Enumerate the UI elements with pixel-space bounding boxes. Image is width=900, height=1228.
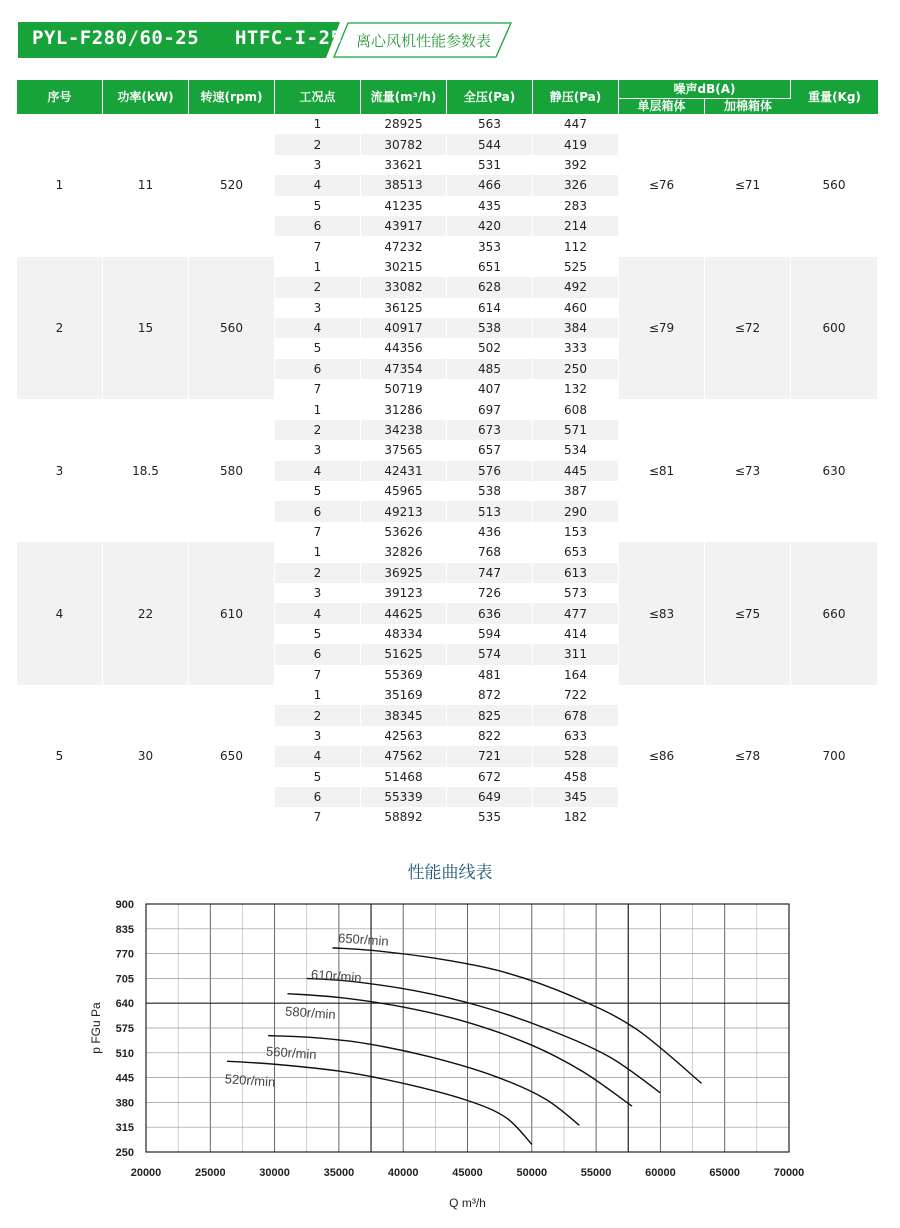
cell-noise-single: ≤81 (619, 399, 705, 542)
cell-seq: 1 (17, 114, 103, 257)
y-tick-label: 900 (115, 899, 134, 911)
cell-total-pressure: 872 (447, 685, 533, 705)
cell-flow: 41235 (361, 196, 447, 216)
cell-point: 6 (275, 644, 361, 664)
x-axis-label: Q m³/h (449, 1196, 486, 1210)
cell-flow: 51625 (361, 644, 447, 664)
cell-flow: 40917 (361, 318, 447, 338)
cell-point: 3 (275, 583, 361, 603)
header-static-pressure: 静压(Pa) (533, 80, 619, 114)
cell-total-pressure: 531 (447, 155, 533, 175)
header-noise: 噪声dB(A) (619, 80, 791, 98)
cell-total-pressure: 672 (447, 767, 533, 787)
y-tick-label: 250 (115, 1147, 134, 1159)
cell-static-pressure: 414 (533, 624, 619, 644)
cell-total-pressure: 822 (447, 726, 533, 746)
cell-total-pressure: 407 (447, 379, 533, 399)
cell-total-pressure: 628 (447, 277, 533, 297)
cell-point: 5 (275, 624, 361, 644)
cell-point: 6 (275, 216, 361, 236)
cell-point: 3 (275, 298, 361, 318)
cell-flow: 53626 (361, 522, 447, 542)
cell-static-pressure: 613 (533, 563, 619, 583)
cell-static-pressure: 283 (533, 196, 619, 216)
cell-noise-insulated: ≤75 (705, 542, 791, 685)
cell-flow: 50719 (361, 379, 447, 399)
y-tick-label: 835 (115, 923, 134, 936)
header-point: 工况点 (275, 80, 361, 114)
cell-total-pressure: 544 (447, 134, 533, 154)
cell-flow: 36125 (361, 298, 447, 318)
cell-flow: 47354 (361, 359, 447, 379)
table-row (17, 685, 878, 705)
table-body (17, 114, 878, 828)
cell-flow: 28925 (361, 114, 447, 134)
cell-total-pressure: 435 (447, 196, 533, 216)
cell-static-pressure: 528 (533, 746, 619, 766)
cell-flow: 47232 (361, 236, 447, 256)
cell-static-pressure: 419 (533, 134, 619, 154)
x-tick-label: 20000 (130, 1167, 162, 1179)
cell-total-pressure: 563 (447, 114, 533, 134)
cell-point: 7 (275, 236, 361, 256)
cell-point: 7 (275, 522, 361, 542)
cell-static-pressure: 653 (533, 542, 619, 562)
cell-noise-single: ≤83 (619, 542, 705, 685)
cell-point: 1 (275, 685, 361, 705)
cell-total-pressure: 636 (447, 603, 533, 623)
cell-point: 2 (275, 134, 361, 154)
title-banner (18, 22, 513, 58)
cell-flow: 44625 (361, 603, 447, 623)
cell-flow: 55369 (361, 665, 447, 685)
cell-point: 2 (275, 277, 361, 297)
cell-point: 1 (275, 542, 361, 562)
cell-total-pressure: 502 (447, 338, 533, 358)
cell-power: 30 (103, 685, 189, 828)
cell-flow: 43917 (361, 216, 447, 236)
header-power: 功率(kW) (103, 80, 189, 114)
x-tick-label: 50000 (516, 1167, 548, 1179)
cell-noise-insulated: ≤73 (705, 399, 791, 542)
cell-static-pressure: 182 (533, 807, 619, 827)
y-tick-label: 510 (115, 1047, 134, 1060)
cell-total-pressure: 726 (447, 583, 533, 603)
cell-static-pressure: 534 (533, 440, 619, 460)
cell-point: 2 (275, 563, 361, 583)
x-tick-label: 45000 (452, 1167, 483, 1179)
cell-power: 22 (103, 542, 189, 685)
table-subtitle: 离心风机性能参数表 (356, 32, 492, 50)
cell-static-pressure: 333 (533, 338, 619, 358)
cell-power: 18.5 (103, 399, 189, 542)
cell-point: 1 (275, 257, 361, 277)
cell-point: 5 (275, 481, 361, 501)
cell-static-pressure: 447 (533, 114, 619, 134)
header-speed: 转速(rpm) (189, 80, 275, 114)
curve-label: 520r/min (224, 1071, 276, 1090)
cell-point: 3 (275, 440, 361, 460)
cell-point: 1 (275, 399, 361, 419)
cell-flow: 38513 (361, 175, 447, 195)
cell-point: 4 (275, 461, 361, 481)
curve-610r-min (307, 978, 661, 1092)
cell-total-pressure: 825 (447, 705, 533, 725)
cell-noise-single: ≤86 (619, 685, 705, 828)
cell-flow: 32826 (361, 542, 447, 562)
cell-static-pressure: 384 (533, 318, 619, 338)
cell-total-pressure: 538 (447, 318, 533, 338)
y-tick-label: 770 (115, 948, 134, 961)
cell-weight: 700 (791, 685, 878, 828)
cell-flow: 33082 (361, 277, 447, 297)
cell-point: 5 (275, 338, 361, 358)
cell-flow: 42563 (361, 726, 447, 746)
cell-speed: 520 (189, 114, 275, 257)
cell-point: 6 (275, 359, 361, 379)
y-axis-label: p FGu Pa (89, 1002, 103, 1054)
cell-seq: 4 (17, 542, 103, 685)
y-tick-label: 315 (115, 1122, 134, 1135)
cell-weight: 600 (791, 257, 878, 400)
cell-point: 5 (275, 767, 361, 787)
cell-point: 7 (275, 379, 361, 399)
cell-total-pressure: 576 (447, 461, 533, 481)
cell-static-pressure: 311 (533, 644, 619, 664)
cell-static-pressure: 460 (533, 298, 619, 318)
cell-noise-insulated: ≤71 (705, 114, 791, 257)
cell-point: 6 (275, 787, 361, 807)
cell-point: 7 (275, 807, 361, 827)
cell-flow: 39123 (361, 583, 447, 603)
cell-point: 6 (275, 501, 361, 521)
table-row (17, 257, 878, 277)
cell-point: 4 (275, 603, 361, 623)
cell-flow: 55339 (361, 787, 447, 807)
cell-total-pressure: 485 (447, 359, 533, 379)
cell-point: 2 (275, 420, 361, 440)
cell-flow: 38345 (361, 705, 447, 725)
cell-total-pressure: 420 (447, 216, 533, 236)
cell-seq: 2 (17, 257, 103, 400)
cell-point: 1 (275, 114, 361, 134)
model-title: PYL-F280/60-25 HTFC-I-25 (32, 27, 343, 49)
cell-point: 4 (275, 746, 361, 766)
cell-static-pressure: 477 (533, 603, 619, 623)
cell-total-pressure: 574 (447, 644, 533, 664)
cell-total-pressure: 353 (447, 236, 533, 256)
x-tick-label: 25000 (195, 1167, 226, 1179)
y-tick-label: 445 (115, 1072, 134, 1085)
cell-total-pressure: 673 (447, 420, 533, 440)
curve-label: 610r/min (310, 966, 363, 986)
cell-total-pressure: 721 (447, 746, 533, 766)
cell-flow: 42431 (361, 461, 447, 481)
cell-noise-single: ≤79 (619, 257, 705, 400)
header-noise-single: 单层箱体 (619, 98, 705, 114)
cell-flow: 51468 (361, 767, 447, 787)
cell-static-pressure: 153 (533, 522, 619, 542)
x-tick-label: 40000 (387, 1167, 419, 1179)
cell-static-pressure: 132 (533, 379, 619, 399)
cell-static-pressure: 573 (533, 583, 619, 603)
cell-point: 3 (275, 155, 361, 175)
header-seq: 序号 (17, 80, 103, 114)
cell-point: 4 (275, 175, 361, 195)
cell-static-pressure: 571 (533, 420, 619, 440)
x-tick-label: 70000 (773, 1167, 805, 1179)
cell-weight: 630 (791, 399, 878, 542)
curve-label: 580r/min (284, 1003, 337, 1023)
curve-label: 650r/min (337, 930, 390, 949)
cell-total-pressure: 651 (447, 257, 533, 277)
cell-point: 7 (275, 665, 361, 685)
header-noise-insulated: 加棉箱体 (705, 98, 791, 114)
cell-total-pressure: 538 (447, 481, 533, 501)
x-tick-label: 30000 (259, 1167, 290, 1179)
table-row (17, 399, 878, 419)
cell-speed: 580 (189, 399, 275, 542)
cell-static-pressure: 492 (533, 277, 619, 297)
cell-static-pressure: 445 (533, 461, 619, 481)
cell-static-pressure: 387 (533, 481, 619, 501)
cell-total-pressure: 768 (447, 542, 533, 562)
cell-static-pressure: 525 (533, 257, 619, 277)
x-tick-label: 55000 (580, 1167, 612, 1179)
cell-static-pressure: 214 (533, 216, 619, 236)
cell-static-pressure: 112 (533, 236, 619, 256)
cell-point: 2 (275, 705, 361, 725)
cell-weight: 660 (791, 542, 878, 685)
cell-weight: 560 (791, 114, 878, 257)
cell-power: 11 (103, 114, 189, 257)
cell-total-pressure: 697 (447, 399, 533, 419)
y-tick-label: 575 (115, 1023, 134, 1035)
performance-chart (0, 880, 900, 1225)
cell-total-pressure: 535 (447, 807, 533, 827)
x-tick-label: 35000 (323, 1167, 355, 1179)
chart-title: 性能曲线表 (407, 863, 493, 883)
y-tick-label: 380 (115, 1097, 134, 1110)
cell-point: 5 (275, 196, 361, 216)
cell-static-pressure: 458 (533, 767, 619, 787)
cell-noise-single: ≤76 (619, 114, 705, 257)
cell-static-pressure: 608 (533, 399, 619, 419)
y-tick-label: 705 (115, 973, 134, 986)
cell-flow: 33621 (361, 155, 447, 175)
table-row (17, 542, 878, 562)
cell-flow: 34238 (361, 420, 447, 440)
performance-table (17, 80, 878, 828)
cell-speed: 560 (189, 257, 275, 400)
cell-static-pressure: 326 (533, 175, 619, 195)
cell-speed: 610 (189, 542, 275, 685)
cell-noise-insulated: ≤72 (705, 257, 791, 400)
header-row (17, 80, 878, 98)
cell-static-pressure: 392 (533, 155, 619, 175)
cell-static-pressure: 722 (533, 685, 619, 705)
header-total-pressure: 全压(Pa) (447, 80, 533, 114)
cell-total-pressure: 747 (447, 563, 533, 583)
cell-total-pressure: 594 (447, 624, 533, 644)
cell-total-pressure: 513 (447, 501, 533, 521)
cell-speed: 650 (189, 685, 275, 828)
cell-flow: 35169 (361, 685, 447, 705)
cell-flow: 49213 (361, 501, 447, 521)
y-tick-label: 640 (115, 998, 134, 1011)
cell-seq: 3 (17, 399, 103, 542)
cell-point: 3 (275, 726, 361, 746)
curve-650r-min (332, 948, 701, 1083)
cell-seq: 5 (17, 685, 103, 828)
cell-flow: 36925 (361, 563, 447, 583)
header-flow: 流量(m³/h) (361, 80, 447, 114)
cell-flow: 37565 (361, 440, 447, 460)
cell-static-pressure: 164 (533, 665, 619, 685)
header-weight: 重量(Kg) (791, 80, 878, 114)
cell-flow: 31286 (361, 399, 447, 419)
cell-total-pressure: 649 (447, 787, 533, 807)
cell-flow: 30782 (361, 134, 447, 154)
cell-power: 15 (103, 257, 189, 400)
cell-flow: 30215 (361, 257, 447, 277)
cell-static-pressure: 290 (533, 501, 619, 521)
x-tick-label: 65000 (709, 1167, 740, 1179)
cell-static-pressure: 345 (533, 787, 619, 807)
cell-total-pressure: 466 (447, 175, 533, 195)
curve-label: 560r/min (265, 1043, 318, 1063)
cell-total-pressure: 436 (447, 522, 533, 542)
table-row (17, 114, 878, 134)
cell-total-pressure: 657 (447, 440, 533, 460)
cell-static-pressure: 678 (533, 705, 619, 725)
cell-total-pressure: 614 (447, 298, 533, 318)
cell-flow: 47562 (361, 746, 447, 766)
cell-static-pressure: 250 (533, 359, 619, 379)
cell-flow: 45965 (361, 481, 447, 501)
cell-flow: 48334 (361, 624, 447, 644)
x-tick-label: 60000 (645, 1167, 676, 1179)
cell-noise-insulated: ≤78 (705, 685, 791, 828)
cell-total-pressure: 481 (447, 665, 533, 685)
cell-point: 4 (275, 318, 361, 338)
cell-flow: 58892 (361, 807, 447, 827)
cell-flow: 44356 (361, 338, 447, 358)
cell-static-pressure: 633 (533, 726, 619, 746)
